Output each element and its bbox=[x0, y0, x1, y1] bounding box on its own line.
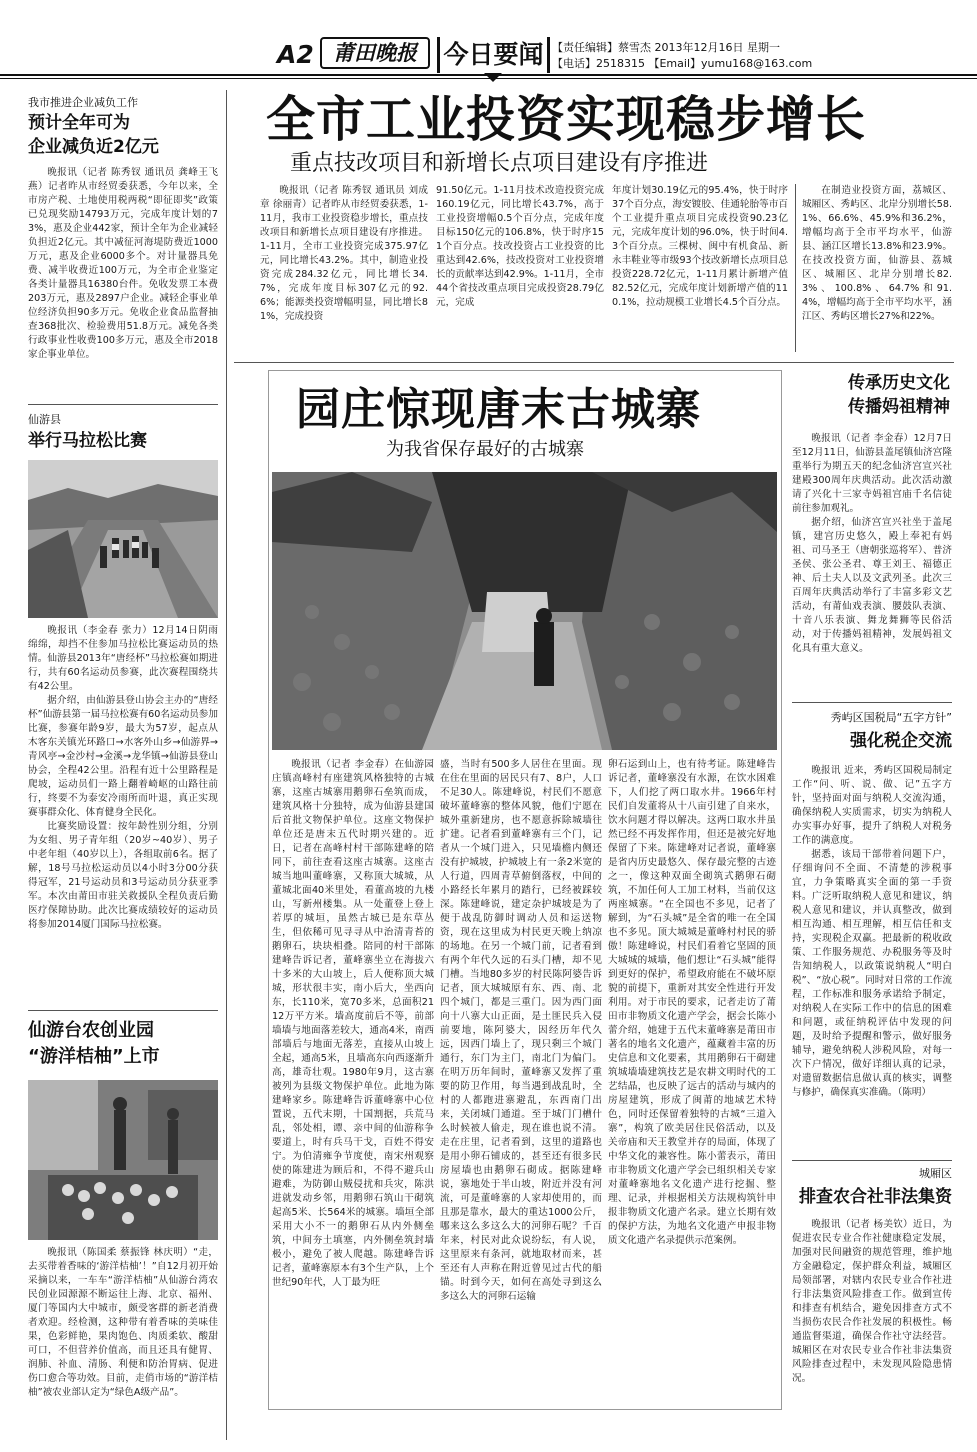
lead-column-4: 在制造业投资方面，荔城区、城厢区、秀屿区、北岸分别增长58.1%、66.6%、45.9%和36.2%，增幅均高于全市平均水平，仙游县、涵江区增长13.8%和23.9%。在技改投资方面，仙游县、荔城区、城厢区、北岸分别增长82.3%、100.8%、64.7%和91.4%，增幅均高于全市平均水平，涵江区、秀屿区增长27%和22%。 bbox=[802, 185, 952, 322]
section-title: 今日要闻 bbox=[437, 37, 550, 73]
feature-column-1: 晚报讯（记者 李金春）在仙游园庄镇高峰村有座建筑风格独特的古城寨，这座古城寨用鹅卵石垒筑而成，建筑风格十分独特，成为仙游县建国后首批文物保护单位。这座文物保护单位还是唐末五代时期兴建的。近日，记者在高峰村村干部陈建峰的陪同下，前往查看这座古城寨。这座古城当地叫董峰寨，又称顶大城城，从董城北面40米里处，看董高坡的九楼山，写新州楼集。从一处董登上登上若厚的城垣，虽然古城已是东草丛生，但依稀可见寻寻从中治清青苔的鹅卵石，块块相叠。陪同的村干部陈建峰告诉记者，董峰寨坐立在海拔六十多米的大山坡上，后人便称顶大城城，形状很丰实，南小后大，坐西向东，长110米，宽70多米，总面积2112万平方米。墙高度前后不等，前部墙墙与地面落差较大，通高4米，南西部墙后与地面无落差，直接从山坡上全起，通高5米，且墙高东向西逐渐升高，雄奇壮观。1980年9月，这古寨被列为县级文物保护单位。此地为陈建峰家乡。陈建峰告诉董峰寨中心位置说，五代末期，十国割据，兵荒马乱，邻处相，谭、亲中间的仙游称争要道上，时有兵马干戈，百姓不得安宁。为伯清雍争节度使，南宋州观察使的陈建进为顾后和，不得不避兵山避难，为防御山贼侵扰和兵灾，陈洪进就发动乡邻，用鹅卵石筑山干砌筑起高5米、长564米的城寨。墙垣全部采用大小不一的鹅卵石从内外侧垒筑，中间夯土填塞，内外侧垒筑封墙极小，避免了被人爬越。陈建峰告诉记者，董峰寨原本有3个生产队，上个世纪90年代，人丁最为旺 bbox=[272, 759, 434, 1288]
article-r3-kicker: 城厢区 bbox=[919, 1167, 952, 1180]
article-2-paragraph: 据介绍，由仙游县登山协会主办的“唐经杯”仙游县第一届马拉松赛有60名运动员参加比赛，参赛年龄9岁，最大为57岁，起点从木客东关镇光环路口→水客外山乡→仙游界→青风亭→金沙村→金溪→龙华镇→仙游县登山协会，全程42公里。沿程有近十公里路程是爬坡，运动员们一路上翻着崎岖的山路往前行，终要不为泰安冷雨所而叶退，真正实现赛事群众化、体育健身全民化。 bbox=[28, 695, 218, 818]
divider bbox=[28, 1010, 218, 1011]
article-r3-body: 晚报讯（记者 杨美钦）近日，为促进农民专业合作社健康稳定发展，加强对民间融资的规范管理，维护地方金融稳定，保护群众利益，城厢区局领部署，对辖内农民专业合作社进行非法集资风险排查工作。做到宣传和排查有机结合，避免因排查方式不当损伤农民合作社发展的积极性。畅通监督渠道，确保合作社守法经营。城厢区在对农民专业合作社非法集资风险排查过程中，未发现风险隐患情况。 bbox=[792, 1219, 952, 1384]
article-3-title-line2: “游洋桔柚”上市 bbox=[28, 1046, 160, 1067]
lead-column-1: 晚报讯（记者 陈秀钗 通讯员 刘成章 徐丽青）记者昨从市经贸委获悉，1-11月，我市工业投资稳步增长，重点技改项目和新增长点项目建设有序推进。1-11月，全市工业投资完成375.97亿元，同比增长43.2%。其中，制造业投资完成284.32亿元，同比增长34.7%，完成年度目标307亿元的92.6%；能源类投资增幅明显，同比增长81%，完成投资 bbox=[260, 185, 428, 322]
lead-subheadline: 重点技改项目和新增长点项目建设有序推进 bbox=[290, 151, 709, 176]
newspaper-logo: 莆田晚报 bbox=[320, 37, 430, 69]
article-r2-paragraph: 据悉，该局干部带着问题下户，仔细询问不全面、不清楚的涉税事宜，力争策略真实全面的第一手资料。广泛听取纳税人意见和建议，纳税人意见和建议，并认真整改，做到相互沟通、相互理解，相互信任和支持，实现税企双赢。把最新的税收政策、工作服务规范、办税服务等及时告知纳税人，以政策说纳税人“明白税”、“放心税”。同时对日常的工作流程，工作标准和服务承诺给予制定，对纳税人在实际工作中的信息的困难和问题，或征纳税评估中发现的问题，及时给予提醒和警示，做好服务辅导，避免纳税人涉税风险，对每一次下户情况，做好详细认真的记录，对遗留数据信息做认真的核实，调整与修护，确保真实准确。（陈明） bbox=[792, 849, 952, 1098]
article-r1-title-line1: 传承历史文化 bbox=[848, 373, 950, 393]
editor-line: 【责任编辑】蔡雪杰 2013年12月16日 星期一 bbox=[552, 41, 780, 54]
header-rule-thin bbox=[0, 78, 977, 79]
article-1-kicker: 我市推进企业减负工作 bbox=[28, 96, 138, 109]
feature-headline: 园庄惊现唐末古城寨 bbox=[296, 384, 701, 435]
article-r3-title: 排查农合社非法集资 bbox=[799, 1187, 952, 1207]
column-rule bbox=[795, 184, 796, 352]
pomelo-photo bbox=[28, 1080, 218, 1240]
city-fortress-photo bbox=[272, 472, 777, 750]
divider bbox=[234, 362, 954, 363]
feature-column-3: 卵石运到山上，也有待考证。陈建峰告诉记者，董峰寨没有水源，在饮水困难下，人们挖了两口取水井。1966年村民们自发董将从十八亩引建了自来水，饮水问题才得以解决。这两口取水井虽然已经不再发挥作用，但还是被完好地保留了下来。陈建峰对记者说，董峰寨是省内历史最悠久、保存最完整的古迹之一，像这种双面全砌筑式鹅卵石砌筑，不加任何人工加工材料，当前仅这两座城寨。“在全国也不多见，记者了解到，为“石头城”是全省的唯一在全国也不多见。顶大城城是董峰村村民的骄傲！陈建峰说，村民们看着它坚固的顶大城城的城墙，他们想让“石头城”能得到更好的保护，希望政府能在不破坏原貌的前提下，重新对其安全性进行开发利用。对于市民的要求，记者走访了莆田市非物质文化遗产学会，据会长陈小蕾介绍，她建于五代末董峰寨是莆田市著名的地名文化遗产，蕴藏着丰富的历史信息和文化要素，其用鹅卵石干砌建筑城墙墙建筑技艺是农耕文明时代的工艺结晶，也反映了远古的活动与城内的房屋建筑，形成了闽莆的地域艺术特色，同时还保留着独特的古城“三道入寨”，构筑了欧美居住民俗活动，以及关帝庙和天王教堂并存的局面，体现了中华文化的兼容性。陈小蕾表示，莆田市非物质文化遗产学会已组织相关专家对董峰寨地名文化遗产进行挖掘、整理、记录，并根据相关方法规构筑针申报非物质文化遗产名录。建立长期有效的保护方法，为地名文化遗产申报非物质文化遗产名录提供示范案例。 bbox=[608, 759, 776, 1246]
article-r1-title-line2: 传播妈祖精神 bbox=[848, 397, 950, 417]
divider bbox=[28, 404, 218, 405]
feature-subheadline: 为我省保存最好的古城寨 bbox=[386, 439, 584, 460]
feature-column-2: 盛，当时有500多人居住在里面。现在住在里面的居民只有7、8户，人口不足30人。陈建峰说，村民们不愿意破坏董峰寨的整体风貌，他们宁愿在城外重新建房，也不愿意拆除城墙往扩建。记者看到董峰寨有三个门，记者从一个城门进入，只见墙檐内侧还没有护城坡，护城坡上有一条2米宽的人行道，四周青草俯倒落杈，中间的小路经长年累月的踏行，已经被踩较深。陈建峰说，建定杂护城坡是为了便于战乱防御时调动人员和运送物资，现在这里成为村民更天晚上纳凉的场地。在另一个城门前，记者看到有两个年代久远的石头门槽，却不见门槽。当地80多岁的村民陈阿婆告诉记者，顶大城城原有东、西、南、北四个城门，都是三重门。因为西门面向十八寨大山正面，是土匪民兵入侵前要地，陈阿婆大，因经历年代久远，因西门墙上了，现只剩三个城门通行，东门为主门，南北门为偏门。在明万历年间时，董峰寨又发挥了重要的防卫作用，每当遇到战乱时，全村的人都跑进寨避乱，东西南门出来，关闭城门通道。至于城门门槽什么时候被人偷走，现在谁也说不清。走在庄里，记者看到，这里的道路也是用小卵石铺成的，甚至还有很多民房屋墙也由鹅卵石砌成。据陈建峰说，寨地处于半山坡，附近并没有河流，可是董峰寨的人家却使用的，而且那是靠水，最大的重达1000公斤，哪来这么多这么大的河卵石呢？千百年来，村民对此众说纷纭，有人说，这里原来有条河，就地取材而来，甚至还有人声称在附近曾见过古代的船锚。时到今天，如何在高处寻到这么多这么大的河卵石运输 bbox=[440, 759, 602, 1302]
divider bbox=[792, 702, 952, 703]
article-3-title-line1: 仙游台农创业园 bbox=[28, 1020, 154, 1041]
page-number: A2 bbox=[277, 40, 314, 69]
header-rule bbox=[0, 74, 977, 76]
lead-column-3: 年度计划30.19亿元的95.4%，快于时序37个百分点，海安镀胶、佳通轮胎等市百个工业提升重点项目完成投资90.23亿元，完成年度计划的96.0%，快于时间4.3个百分点。三棵树、闽中有机食品、新永丰鞋业等市级93个技改新增长点项目总投资228.72亿元，1-11月累计新增产值82.52亿元，完成年度计划新增产值的110.1%，拉动规模工业增长4.5个百分点。 bbox=[612, 185, 788, 308]
article-r2-paragraph: 晚报讯 近来，秀屿区国税局制定工作“问、听、说、做、记”五字方针，坚持面对面与纳税人交流沟通，确保纳税人实质需求，切实为纳税人办实事办好事，提升了纳税人对税务工作的满意度。 bbox=[792, 765, 952, 846]
divider bbox=[792, 1160, 952, 1161]
article-r1-body bbox=[792, 432, 952, 694]
article-1-title-line2: 企业减负近2亿元 bbox=[28, 137, 159, 157]
column-rule bbox=[226, 90, 227, 1440]
article-2-body bbox=[28, 624, 218, 1000]
article-r2-body bbox=[792, 764, 952, 1154]
article-r2-title: 强化税企交流 bbox=[850, 731, 952, 751]
article-r1-paragraph: 晚报讯（记者 李金春）12月7日至12月11日，仙游县盖尾镇仙济宫隆重举行为期五天的纪念仙济宫宣兴社建殿300周年庆典活动。此次活动激请了兴化十三家寺妈祖宫庙千名信徒前往参加观礼。 bbox=[792, 433, 952, 514]
article-1-body: 晚报讯（记者 陈秀钗 通讯员 龚峰王飞燕）记者昨从市经贸委获悉，今年以来，全市房产税、土地使用税两税“即征即奖”政策已兑现奖励14793万元，完成年度计划的73%，惠及企业442家，预计全年为企业减轻负担近2亿元。其中减征河海堤防费近1000万元，惠及企业6000多个。对计量器具免费、减半收费近100万元，为全市企业鉴定各类计量器具16380台件。免收发票工本费203万元，惠及2897户企业。减轻企事业单位经济负担90多万元。免收企业食品监督抽查368批次、检验费用51.8万元。减免各类行政事业性收费100多万元，惠及全市2018家企事业单位。 bbox=[28, 167, 218, 360]
article-2-paragraph: 比赛奖励设置：按年龄性别分组，分别为女组、男子青年组（20岁~40岁）、男子中老年组（40岁以上），各组取前6名。据了解，18号马拉松运动员以4小时3分00分获得冠军，21号运动员和3号运动员分获亚季军。本次由莆田市驻关救援队全程负责后勤医疗保障协助。此次比赛成绩较好的运动员将参加2014厦门国际马拉松赛。 bbox=[28, 821, 218, 930]
article-3-body: 晚报讯（陈国柔 蔡振锋 林庆明）“走，去买带着香味的‘游洋桔柚’！”自12月初开始采摘以来，一车车“游洋桔柚”从仙游台湾农民创业园源源不断运往上海、北京、福州、厦门等国内大中城市，颇受客群的新老消费者欢迎。经检测，这种带有着香味的美味佳果，色彩鲜艳，果肉饱色、肉质柔软、酸甜可口，不但营养价值高，而且还具有健胃、润肺、补血、清肠、利便和防治胃病、促进伤口愈合等功效。目前，走俏市场的“游洋桔柚”被农业部认定为“绿色A级产品”。 bbox=[28, 1247, 218, 1398]
lead-column-2: 91.50亿元。1-11月技术改造投资完成160.19亿元，同比增长43.7%，高于工业投资增幅0.5个百分点，完成年度目标150亿元的106.8%，快于时序151个百分点。技改投资占工业投资的比重达到42.6%，技改投资对工业投资增长的贡献率达到42.9%。1-11月，全市44个省技改重点项目完成投资28.79亿元，完成 bbox=[436, 185, 604, 308]
article-2-kicker: 仙游县 bbox=[28, 413, 61, 426]
article-1-title-line1: 预计全年可为 bbox=[28, 113, 130, 133]
article-r2-kicker: 秀屿区国税局“五字方针” bbox=[830, 711, 952, 724]
contact-line: 【电话】2518315 【Email】yumu168@163.com bbox=[552, 57, 813, 70]
lead-headline: 全市工业投资实现稳步增长 bbox=[266, 91, 867, 148]
article-2-title: 举行马拉松比赛 bbox=[28, 431, 147, 451]
article-2-paragraph: 晚报讯（李金春 张力）12月14日阴雨绵绵，却挡不住参加马拉松比赛运动员的热情。仙游县2013年“唐经杯”马拉松赛如期进行，共有60名运动员参赛，此次赛程围绕共有42公里。 bbox=[28, 625, 218, 692]
marathon-photo bbox=[28, 460, 218, 618]
article-r1-paragraph: 据介绍，仙济宫宣兴社坐于盖尾镇，建宫历史悠久，殿上奉祀有妈祖、司马圣王（唐朝张巡将军）、普济圣侯、张公圣君、尊王刘王、福德正神、后土夫人以及文武列圣。此次三百周年庆典活动举行了丰富多彩文艺活动，有莆仙戏表演、腰鼓队表演、十音八乐表演、舞龙舞狮等民俗活动，对于传播妈祖精神，发展妈祖文化具有重大意义。 bbox=[792, 517, 952, 654]
masthead bbox=[0, 0, 977, 80]
